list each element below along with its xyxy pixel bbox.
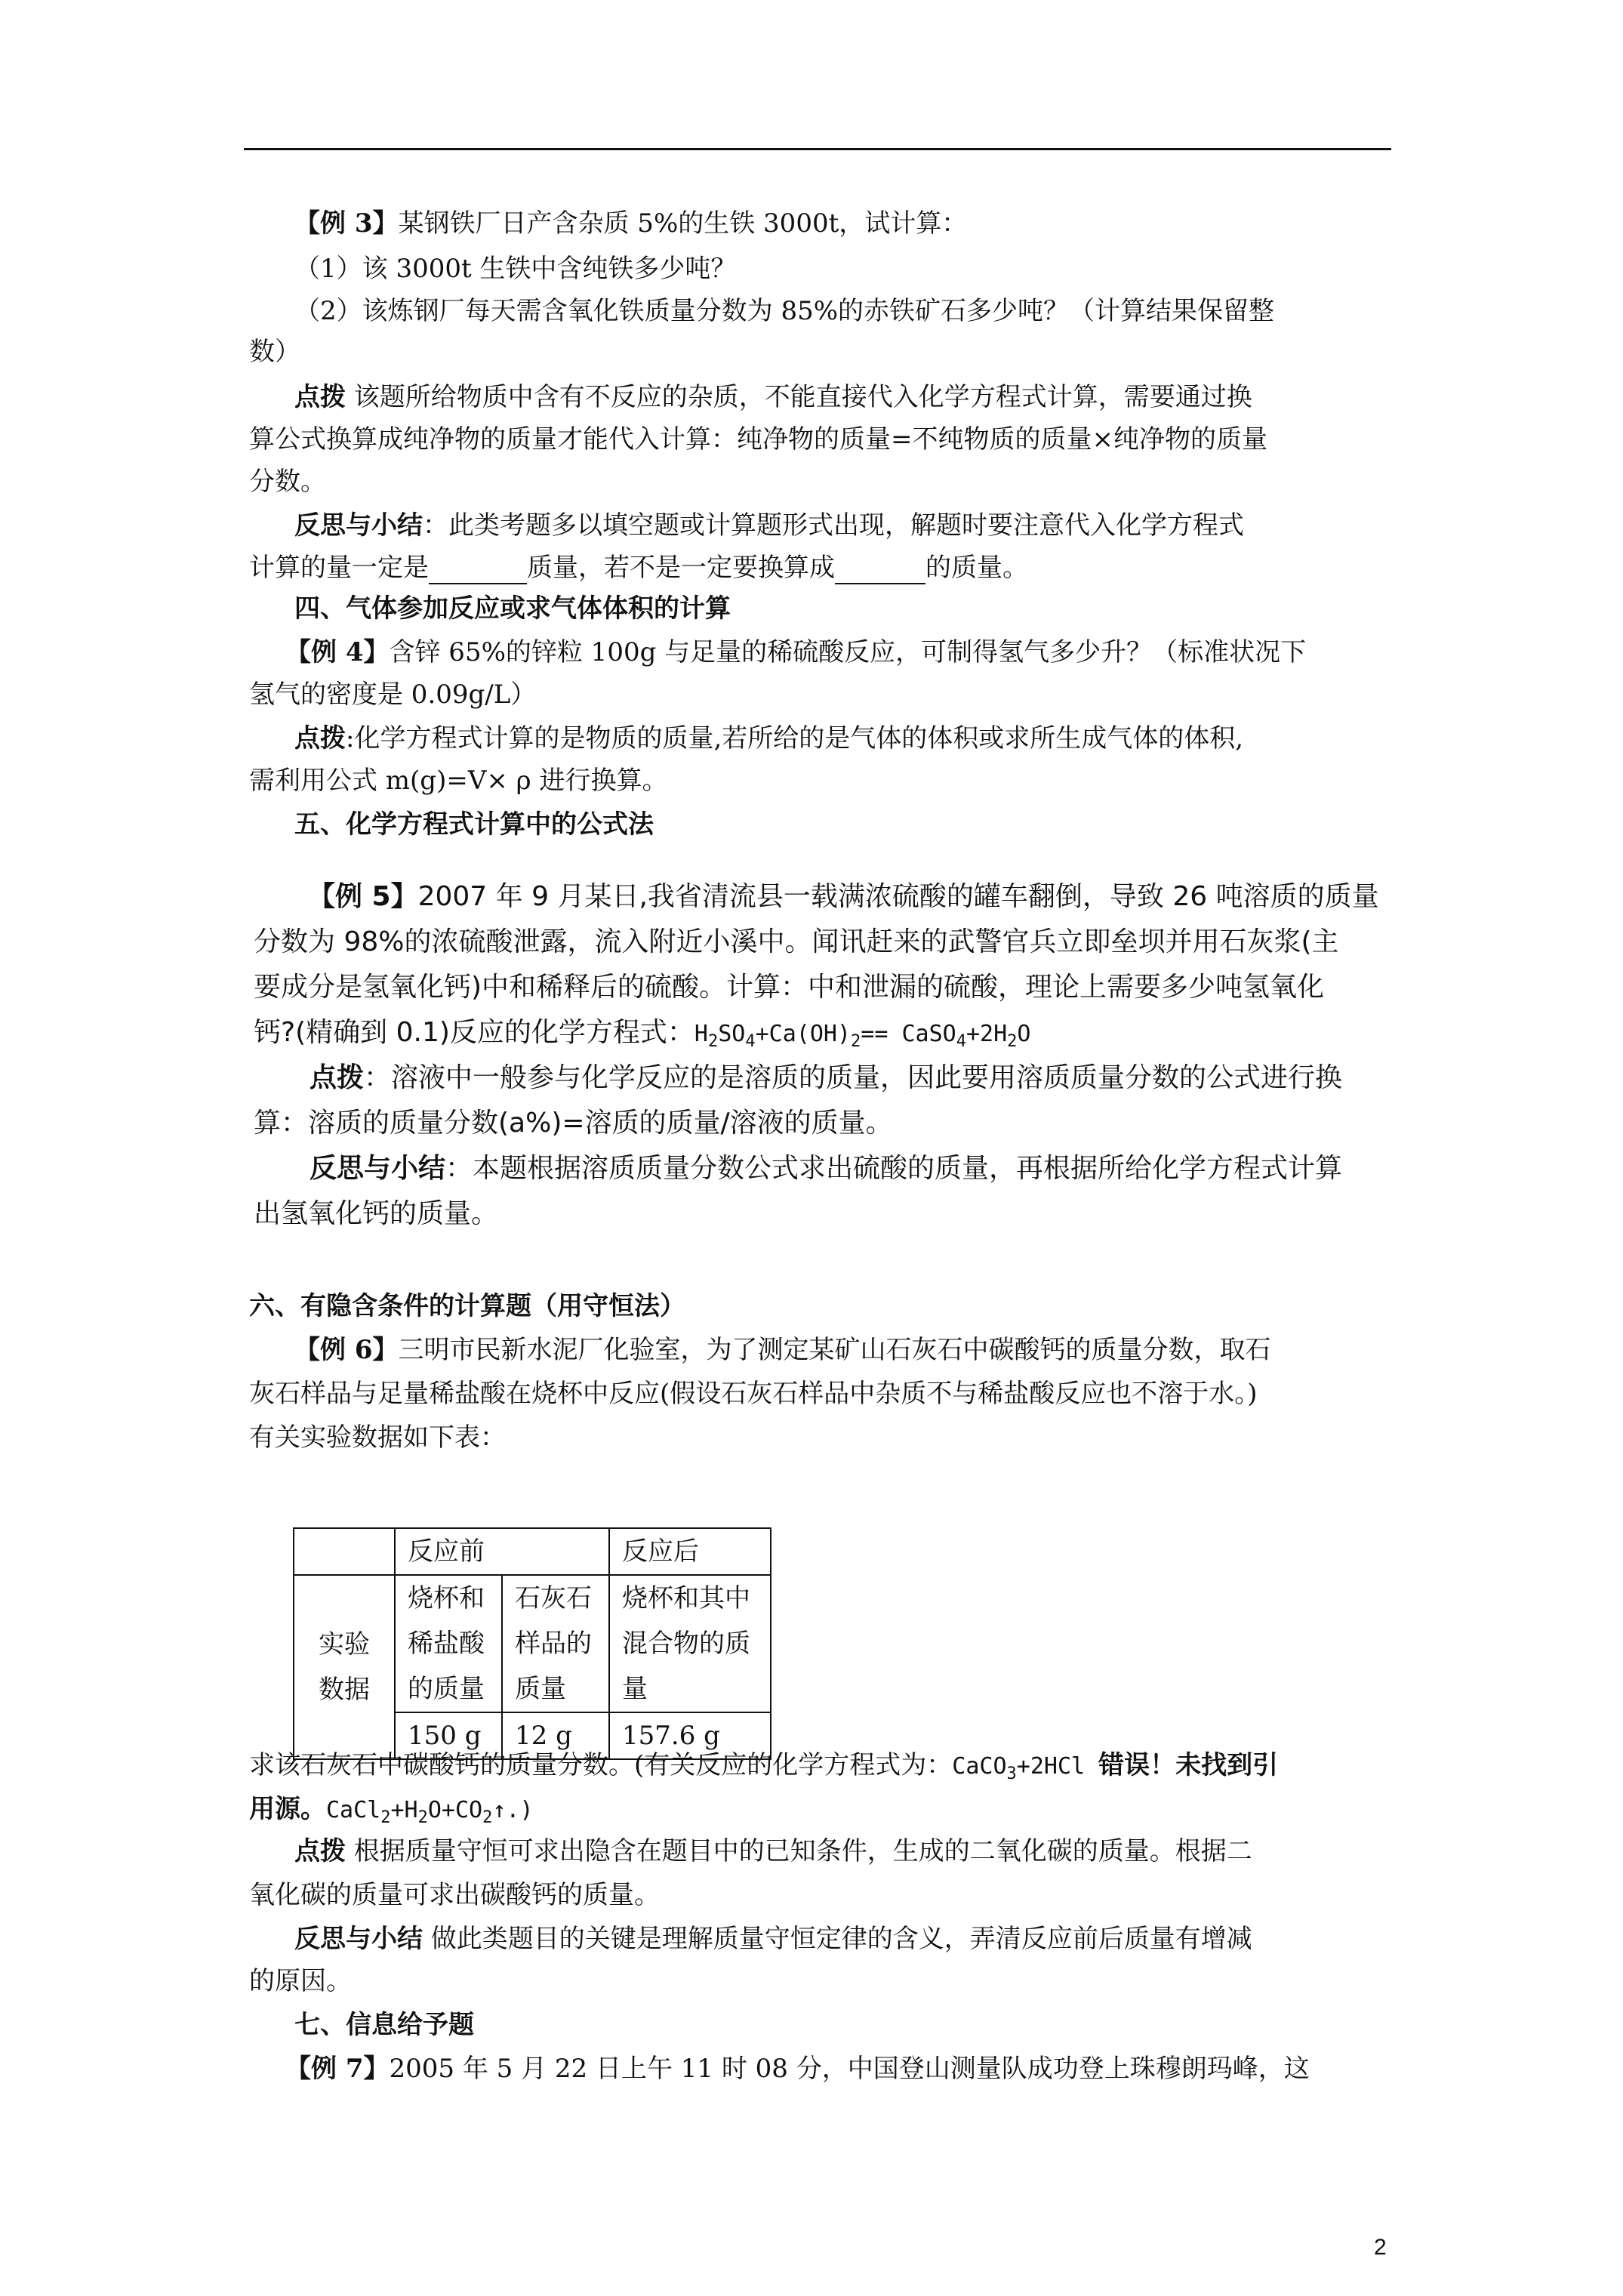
fill-blank (429, 553, 527, 584)
ex5-summary: 反思与小结：本题根据溶质质量分数公式求出硫酸的质量，再根据所给化学方程式计算 (310, 1153, 1343, 1184)
ex4-stem: 【例 4】含锌 65%的锌粒 100g 与足量的稀硫酸反应，可制得氢气多少升？（标准状况下 (285, 637, 1307, 667)
sec7-heading: 七、信息给予题 (294, 2010, 474, 2040)
ex3-q2: （2）该炼钢厂每天需含氧化铁质量分数为 85%的赤铁矿石多少吨？（计算结果保留整 (294, 296, 1275, 326)
table-header-before: 反应前 (395, 1528, 609, 1575)
equation-caco3: CaCO$_3$+2HCl (952, 1753, 1099, 1783)
ex5-stem-cont2: 要成分是氢氧化钙)中和稀释后的硫酸。计算：中和泄漏的硫酸，理论上需要多少吨氢氧化 (254, 972, 1325, 1003)
table-cell: 12 g (502, 1712, 609, 1759)
ex3-tip-cont2: 分数。 (249, 467, 326, 497)
ex4-tip: 点拨:化学方程式计算的是物质的质量,若所给的是气体的体积或求所生成气体的体积, (294, 723, 1244, 754)
ex6-summary-cont: 的原因。 (249, 1966, 352, 1996)
equation-products: $CaCl_2+H_2O+CO_2↑$.) (326, 1797, 534, 1827)
table-header-after: 反应后 (609, 1528, 771, 1575)
table-cell: 157.6 g (609, 1712, 771, 1759)
ex5-stem-cont3: 钙?(精确到 0.1)反应的化学方程式：$H_2SO_4+Ca(OH)_2==$ $CaSO_4+2H_2O$ (254, 1017, 1031, 1051)
ex5-stem-cont: 分数为 98%的浓硫酸泄露，流入附近小溪中。闻讯赶来的武警官兵立即垒坝并用石灰浆(主 (254, 926, 1339, 957)
ex5-summary-cont: 出氢氧化钙的质量。 (254, 1198, 499, 1229)
table-cell: 烧杯和 稀盐酸 的质量 (395, 1575, 502, 1712)
table-cell (294, 1528, 395, 1575)
ex6-tip: 点拨 根据质量守恒可求出隐含在题目中的已知条件，生成的二氧化碳的质量。根据二 (294, 1836, 1252, 1866)
table-cell: 烧杯和其中 混合物的质 量 (609, 1575, 771, 1712)
ex3-summary: 反思与小结：此类考题多以填空题或计算题形式出现，解题时要注意代入化学方程式 (294, 510, 1244, 541)
ex3-tip-cont: 算公式换算成纯净物的质量才能代入计算：纯净物的质量=不纯物质的质量×纯净物的质量 (249, 424, 1267, 455)
ex3-tip: 点拨 该题所给物质中含有不反应的杂质，不能直接代入化学方程式计算，需要通过换 (294, 382, 1252, 412)
ex5-tip-cont: 算：溶质的质量分数(a%)=溶质的质量/溶液的质量。 (254, 1108, 893, 1139)
ex6-summary: 反思与小结 做此类题目的关键是理解质量守恒定律的含义，弄清反应前后质量有增减 (294, 1924, 1252, 1954)
ex4-tip-cont: 需利用公式 m(g)=V× ρ 进行换算。 (249, 766, 668, 796)
ex6-question-cont: 用源。$CaCl_2+H_2O+CO_2↑$.) (249, 1794, 534, 1827)
table-row-label: 实验 数据 (294, 1575, 395, 1759)
sec5-heading: 五、化学方程式计算中的公式法 (294, 809, 654, 840)
experiment-data-table (293, 1527, 771, 1760)
ex5-stem: 【例 5】2007 年 9 月某日,我省清流县一载满浓硫酸的罐车翻倒，导致 26 吨溶质的质量 (308, 881, 1379, 912)
ex5-equation: $H_2SO_4+Ca(OH)_2==$ $CaSO_4+2H_2O$ (694, 1021, 1031, 1051)
table-row (294, 1528, 771, 1575)
header-rule (244, 148, 1391, 150)
ex4-stem-cont: 氢气的密度是 0.09g/L） (249, 680, 537, 710)
ex3-summary-cont: 计算的量一定是 质量，若不是一定要换算成 的质量。 (249, 553, 1028, 583)
page-number: 2 (1374, 2235, 1387, 2260)
table-row (294, 1575, 771, 1712)
ex7-stem: 【例 7】2005 年 5 月 22 日上午 11 时 08 分，中国登山测量队成功登上珠穆朗玛峰，这 (285, 2054, 1310, 2084)
ex5-tip: 点拨：溶液中一般参与化学反应的是溶质的质量，因此要用溶质质量分数的公式进行换 (310, 1062, 1343, 1093)
fill-blank (835, 553, 925, 584)
ex6-stem: 【例 6】三明市民新水泥厂化验室，为了测定某矿山石灰石中碳酸钙的质量分数，取石 (294, 1335, 1271, 1365)
ex3-q2-cont: 数） (249, 337, 300, 367)
ex3-q1: （1）该 3000t 生铁中含纯铁多少吨？ (294, 254, 737, 284)
table-cell: 石灰石 样品的 质量 (502, 1575, 609, 1712)
ex6-tip-cont: 氧化碳的质量可求出碳酸钙的质量。 (249, 1880, 660, 1910)
sec6-heading: 六、有隐含条件的计算题（用守恒法） (249, 1291, 685, 1321)
ex6-question: 求该石灰石中碳酸钙的质量分数。(有关反应的化学方程式为：CaCO$_3$+2HCl 错误！未找到引 (249, 1750, 1279, 1783)
sec4-heading: 四、气体参加反应或求气体体积的计算 (294, 593, 731, 624)
ex6-stem-cont: 灰石样品与足量稀盐酸在烧杯中反应(假设石灰石样品中杂质不与稀盐酸反应也不溶于水。) (249, 1379, 1258, 1409)
ex6-stem-cont2: 有关实验数据如下表： (249, 1422, 506, 1453)
table-cell: 150 g (395, 1712, 502, 1759)
ex3-stem: 【例 3】某钢铁厂日产含杂质 5%的生铁 3000t，试计算： (294, 208, 968, 239)
